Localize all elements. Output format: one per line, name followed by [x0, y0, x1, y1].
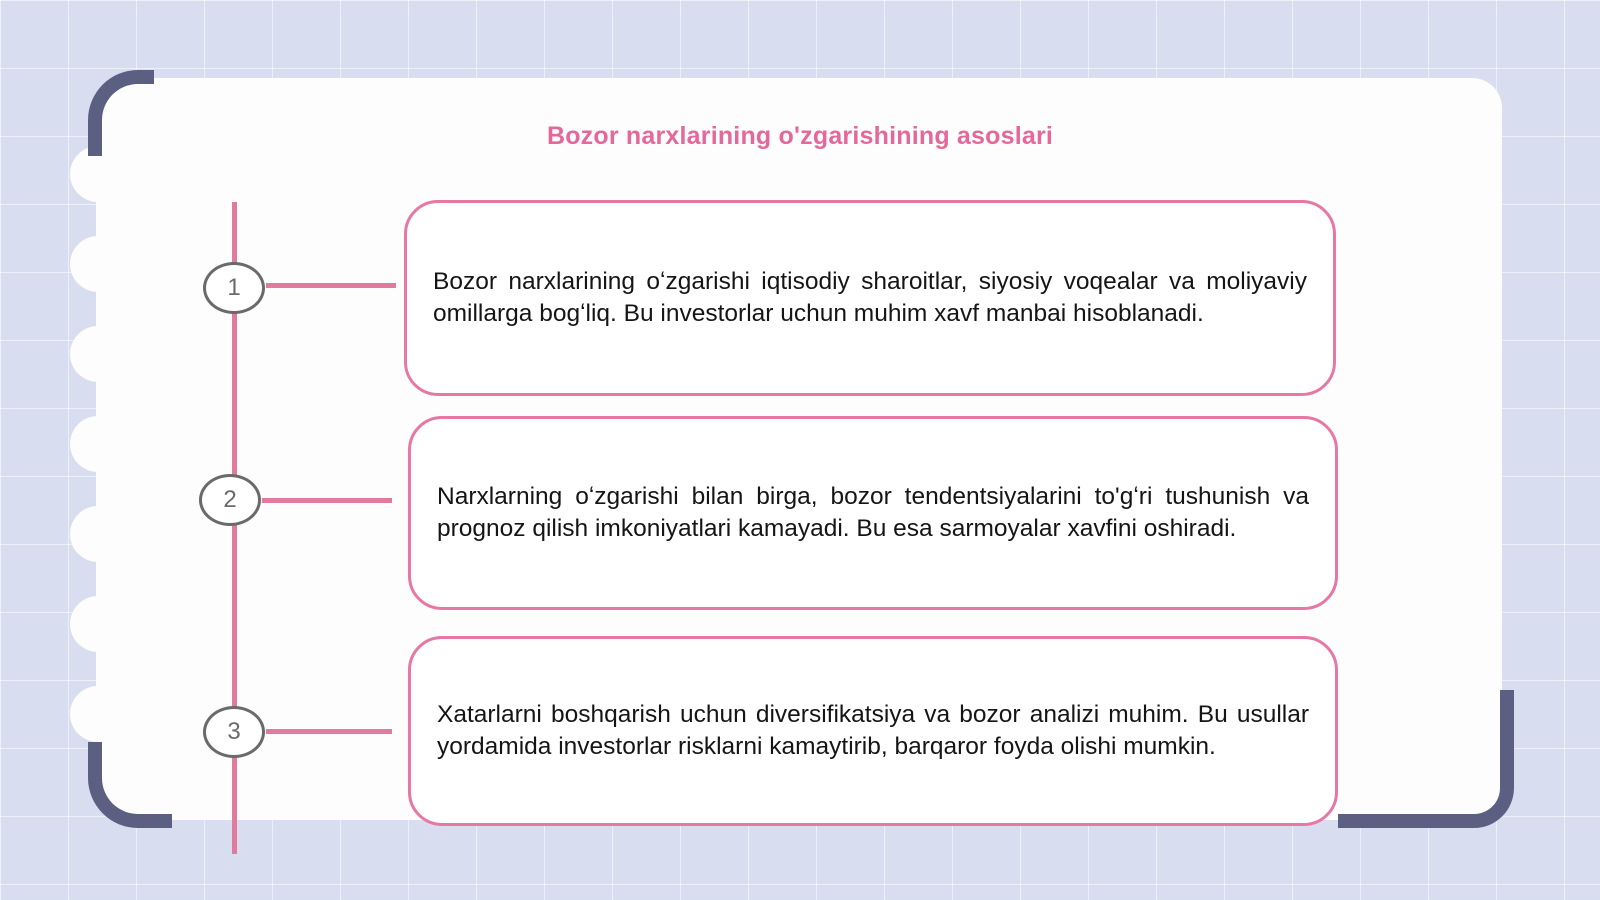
step-connector [266, 729, 392, 734]
step-connector [266, 283, 396, 288]
scallop-decoration [70, 596, 126, 652]
slide-title: Bozor narxlarining o'zgarishining asoslari [546, 122, 1054, 150]
step-card [408, 636, 1338, 826]
frame-bracket-top-left [88, 70, 154, 156]
step-description: Narxlarning oʻzgarishi bilan birga, bozor tendentsiyalarini to'gʻri tushunish va prognoz qilish imkoniyatlari kamayadi. Bu esa sarmoyalar xavfini oshiradi. [437, 483, 1309, 542]
step-card [408, 416, 1338, 610]
scallop-decoration [70, 326, 126, 382]
step-number-badge: 2 [199, 474, 261, 526]
step-description: Xatarlarni boshqarish uchun diversifikatsiya va bozor analizi muhim. Bu usullar yordamida investorlar risklarni kamaytirib, barqaror foyda olishi mumkin. [437, 701, 1309, 760]
step-number-badge: 3 [203, 706, 265, 758]
step-number-badge: 1 [203, 262, 265, 314]
step-connector [262, 498, 392, 503]
scallop-decoration [70, 236, 126, 292]
scallop-decoration [70, 416, 126, 472]
frame-bracket-bottom-left [88, 742, 172, 828]
step-description: Bozor narxlarining oʻzgarishi iqtisodiy sharoitlar, siyosiy voqealar va moliyaviy omillarga bogʻliq. Bu investorlar uchun muhim xavf manbai hisoblanadi. [433, 268, 1307, 327]
scallop-decoration [70, 506, 126, 562]
scallop-decoration [70, 686, 126, 742]
step-card [404, 200, 1336, 396]
frame-bracket-bottom-right [1338, 690, 1514, 828]
